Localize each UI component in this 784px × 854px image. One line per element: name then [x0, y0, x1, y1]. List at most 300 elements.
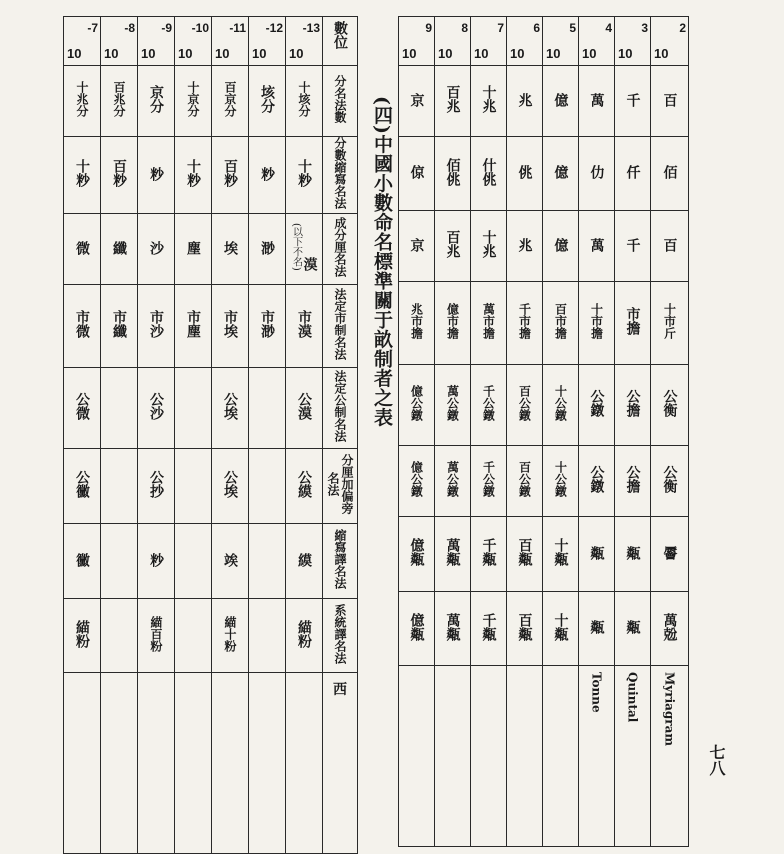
table-cell [615, 137, 651, 211]
cell-text: 百兆分 [112, 81, 126, 117]
table-cell [615, 517, 651, 592]
table-cell [138, 285, 175, 368]
table-cell [138, 214, 175, 285]
power-header [579, 17, 615, 66]
power-base: 10 [402, 46, 417, 61]
table-cell [543, 282, 579, 365]
table-cell [101, 524, 138, 599]
table-cell [471, 66, 507, 137]
power-exponent: -8 [124, 21, 135, 35]
cell-text: 市塵 [185, 310, 201, 338]
table-cell [399, 592, 435, 666]
table-cell [471, 282, 507, 365]
cell-text: 黴 [74, 552, 90, 567]
cell-text: 纖 [111, 240, 127, 255]
cell-text: 萬公鐓 [445, 385, 460, 421]
table-cell [507, 211, 543, 282]
table-row [399, 211, 689, 282]
table-cell [615, 282, 651, 365]
power-header [435, 17, 471, 66]
table-cell [212, 449, 249, 524]
cell-text: 京 [408, 92, 425, 107]
table-cell [471, 211, 507, 282]
table-cell [286, 599, 323, 673]
table-cell [399, 446, 435, 517]
power-exponent: 4 [605, 21, 612, 35]
table-cell [64, 368, 101, 449]
cell-text: 甐 [624, 545, 641, 560]
table-cell [249, 524, 286, 599]
cell-text: 埃 [222, 240, 238, 255]
power-exponent: 5 [569, 21, 576, 35]
power-base: 10 [438, 46, 453, 61]
table-cell [651, 282, 689, 365]
cell-text: 十兆 [480, 230, 497, 258]
cell-text: 公抄 [148, 470, 164, 498]
cell-text: 兆市擔 [409, 303, 424, 339]
cell-text: 兆 [516, 92, 533, 107]
cell-text: 千 [624, 237, 641, 252]
cell-text: 億公鐓 [409, 385, 424, 421]
cell-text: 億甐 [408, 538, 425, 566]
power-exponent: -11 [229, 21, 246, 35]
cell-text: 公鐓 [588, 389, 605, 417]
cell-text: 千公鐓 [481, 385, 496, 421]
table-cell [399, 211, 435, 282]
table-cell [651, 137, 689, 211]
power-base: 10 [104, 46, 119, 61]
table-cell [138, 368, 175, 449]
table-cell [615, 446, 651, 517]
cell-text: 十甐 [552, 612, 569, 641]
power-exponent: 7 [497, 21, 504, 35]
table-cell [64, 137, 101, 214]
row-label [323, 673, 358, 854]
table-cell [651, 365, 689, 446]
cell-text: 仟 [624, 165, 641, 179]
cell-text: 億 [552, 92, 569, 107]
table-cell [212, 214, 249, 285]
cell-text: 仂 [588, 165, 605, 179]
cell-text: 十市擔 [589, 303, 604, 339]
western-unit-cell [435, 666, 471, 847]
western-unit-cell [651, 666, 689, 847]
row-label-text: 系統譯名法 [333, 603, 347, 664]
table-cell [579, 211, 615, 282]
table-cell [175, 285, 212, 368]
western-unit-name: Myriagram [662, 672, 677, 747]
cell-text: 十甐 [552, 538, 569, 566]
row-label-text: 縮寫譯名法 [333, 529, 347, 589]
power-base: 10 [510, 46, 525, 61]
table-cell [651, 517, 689, 592]
table-cell [249, 66, 286, 137]
row-label [323, 449, 358, 524]
table-cell [543, 365, 579, 446]
row-label [323, 214, 358, 285]
table-cell [64, 214, 101, 285]
power-base: 10 [618, 46, 633, 61]
cell-text: 佻 [516, 165, 533, 179]
cell-text: 億 [552, 165, 569, 179]
cell-text: 䢈 [661, 545, 678, 560]
table-row [399, 666, 689, 847]
cell-text: 公漠 [296, 392, 312, 420]
table-cell [399, 365, 435, 446]
cell-text: 市擔 [624, 307, 641, 335]
cell-text: 萬甐 [444, 538, 461, 566]
table-cell [138, 449, 175, 524]
cell-text: 百公鐓 [517, 461, 532, 497]
cell-text: 十京分 [186, 81, 200, 117]
table-cell [579, 365, 615, 446]
cell-text: 市埃 [222, 310, 238, 338]
table-cell [64, 524, 101, 599]
table-cell [651, 211, 689, 282]
table-cell [175, 368, 212, 449]
table-cell [543, 137, 579, 211]
table-row [64, 285, 358, 368]
cell-text: 億公鐓 [409, 461, 424, 497]
cell-text: 千公鐓 [481, 461, 496, 497]
table-cell [507, 446, 543, 517]
positive-power-table [398, 16, 689, 847]
power-exponent: -9 [161, 21, 172, 35]
power-header [615, 17, 651, 66]
table-row [399, 365, 689, 446]
cell-text: 公縸 [296, 470, 312, 498]
power-exponent: 3 [641, 21, 648, 35]
table-cell [101, 137, 138, 214]
row-label-text: 分厘加偏旁名法 [326, 454, 354, 514]
table-cell [212, 599, 249, 673]
table-cell [579, 592, 615, 666]
table-cell [471, 446, 507, 517]
cell-text: 緢粉 [74, 619, 90, 648]
table-cell [435, 592, 471, 666]
row-label-text: 分數縮寫名法 [333, 137, 347, 209]
power-exponent: 8 [461, 21, 468, 35]
western-unit-cell [615, 666, 651, 847]
table-cell [579, 137, 615, 211]
cell-text: 十兆分 [75, 81, 89, 117]
table-cell [471, 592, 507, 666]
power-exponent: -7 [87, 21, 98, 35]
cell-text: 微 [74, 240, 90, 255]
western-unit-cell [579, 666, 615, 847]
table-cell [507, 282, 543, 365]
table-cell [543, 211, 579, 282]
row-label [323, 524, 358, 599]
cell-text: 公擔 [624, 465, 641, 493]
cell-text: 千 [624, 92, 641, 107]
power-header [212, 17, 249, 66]
table-cell [212, 285, 249, 368]
table-cell [286, 673, 323, 854]
cell-text: 萬兝 [661, 612, 678, 641]
table-row [64, 599, 358, 673]
table-cell [212, 673, 249, 854]
cell-text: 十公鐓 [553, 461, 568, 497]
table-cell [175, 599, 212, 673]
table-cell [286, 214, 323, 285]
table-cell [138, 673, 175, 854]
table-cell [249, 368, 286, 449]
table-cell [471, 137, 507, 211]
power-base: 10 [546, 46, 561, 61]
power-header [543, 17, 579, 66]
table-cell [64, 599, 101, 673]
cell-text: 塵 [185, 240, 201, 255]
power-base: 10 [178, 46, 193, 61]
cell-text: 垓分 [259, 85, 275, 113]
cell-text: 公衡 [661, 389, 678, 417]
table-cell [615, 592, 651, 666]
table-cell [435, 282, 471, 365]
table-cell [399, 66, 435, 137]
cell-text: 公擔 [624, 389, 641, 417]
table-cell [543, 517, 579, 592]
cell-text: 十粆 [296, 159, 312, 187]
cell-text: 十粆 [185, 159, 201, 187]
power-exponent: 6 [533, 21, 540, 35]
cell-text: 縸 [296, 552, 312, 567]
table-cell [651, 66, 689, 137]
power-header [286, 17, 323, 66]
table-cell [507, 517, 543, 592]
table-cell [101, 449, 138, 524]
cell-text: 億市擔 [445, 303, 460, 339]
table-row [64, 449, 358, 524]
table-row [399, 446, 689, 517]
row-label-text: 法定市制名法 [333, 288, 347, 360]
table-cell [651, 592, 689, 666]
table-cell [471, 517, 507, 592]
negative-power-table [63, 16, 358, 854]
western-unit-cell [471, 666, 507, 847]
cell-text: 千市擔 [517, 303, 532, 339]
cell-text: 億甐 [408, 612, 425, 641]
power-header [471, 17, 507, 66]
cell-text: 千甐 [480, 612, 497, 641]
table-cell [138, 66, 175, 137]
power-exponent: -12 [265, 21, 283, 35]
table-cell [212, 368, 249, 449]
row-note: (以下不名) [290, 223, 302, 271]
cell-text: 兆 [516, 237, 533, 252]
cell-text: 百兆 [444, 230, 461, 258]
table-cell [615, 365, 651, 446]
cell-text: 公鐓 [588, 465, 605, 493]
cell-text: 百公鐓 [517, 385, 532, 421]
table-cell [286, 285, 323, 368]
table-row [64, 137, 358, 214]
cell-text: 萬 [588, 237, 605, 252]
table-cell [64, 285, 101, 368]
table-cell [543, 592, 579, 666]
cell-text: 甐 [588, 620, 605, 634]
cell-text: 粆 [259, 166, 275, 181]
table-cell [543, 446, 579, 517]
table-cell [579, 446, 615, 517]
table-cell [615, 211, 651, 282]
table-cell [101, 285, 138, 368]
table-cell [507, 365, 543, 446]
cell-text: 市沙 [148, 310, 164, 338]
power-header [507, 17, 543, 66]
cell-text: 市渺 [259, 310, 275, 338]
table-cell [249, 285, 286, 368]
cell-text: 什佻 [480, 157, 497, 186]
cell-text: 漠 [301, 256, 318, 271]
table-row [399, 66, 689, 137]
table-cell [101, 673, 138, 854]
row-label-text: 成分厘名法 [333, 217, 347, 277]
cell-text: 倞 [408, 165, 425, 179]
power-base: 10 [474, 46, 489, 61]
cell-text: 公埃 [222, 392, 238, 420]
power-exponent: -13 [302, 21, 320, 35]
table-cell [249, 137, 286, 214]
power-base: 10 [654, 46, 669, 61]
row-label [323, 137, 358, 214]
cell-text: 市漠 [296, 310, 312, 338]
table-cell [507, 137, 543, 211]
cell-text: 百 [661, 92, 678, 107]
table-cell [435, 446, 471, 517]
header-row [64, 17, 358, 66]
power-header [64, 17, 101, 66]
cell-text: 百市擔 [553, 303, 568, 339]
table-cell [399, 517, 435, 592]
cell-text: 沙 [148, 240, 164, 255]
cell-text: 市纖 [111, 310, 127, 338]
table-cell [435, 365, 471, 446]
table-cell [579, 517, 615, 592]
power-exponent: 2 [679, 21, 686, 35]
row-label-text: 法定公制名法 [333, 370, 347, 442]
cell-text: 千甐 [480, 538, 497, 566]
digit-place-header [323, 17, 358, 66]
table-cell [286, 66, 323, 137]
cell-text: 萬甐 [444, 612, 461, 641]
table-cell [175, 673, 212, 854]
table-cell [399, 282, 435, 365]
row-label [323, 368, 358, 449]
table-cell [249, 599, 286, 673]
cell-text: 百京分 [223, 81, 237, 117]
row-label [323, 66, 358, 137]
cell-text: 公埃 [222, 470, 238, 498]
table-cell [435, 517, 471, 592]
power-header [138, 17, 175, 66]
table-cell [435, 137, 471, 211]
table-cell [249, 673, 286, 854]
power-exponent: 9 [425, 21, 432, 35]
table-cell [286, 137, 323, 214]
western-unit-name: Quintal [625, 672, 640, 723]
power-base: 10 [252, 46, 267, 61]
cell-text: 億 [552, 237, 569, 252]
cell-text: 百甐 [516, 612, 533, 641]
cell-text: 公沙 [148, 392, 164, 420]
power-base: 10 [141, 46, 156, 61]
cell-text: 粆 [148, 166, 164, 181]
table-cell [286, 524, 323, 599]
table-cell [651, 446, 689, 517]
cell-text: 京 [408, 237, 425, 252]
table-row [64, 524, 358, 599]
table-cell [249, 449, 286, 524]
table-row [399, 592, 689, 666]
western-unit-name: Tonne [589, 672, 604, 713]
cell-text: 佰 [661, 165, 678, 179]
table-cell [64, 66, 101, 137]
table-cell [435, 211, 471, 282]
table-cell [399, 137, 435, 211]
table-row [399, 282, 689, 365]
cell-text: 甐 [588, 545, 605, 560]
table-cell [64, 673, 101, 854]
cell-text: 京分 [148, 85, 164, 113]
table-cell [579, 66, 615, 137]
table-cell [101, 599, 138, 673]
row-label [323, 285, 358, 368]
cell-text: 百粆 [222, 159, 238, 187]
table-cell [138, 137, 175, 214]
table-cell [579, 282, 615, 365]
power-base: 10 [582, 46, 597, 61]
table-cell [175, 214, 212, 285]
table-cell [471, 365, 507, 446]
power-header [651, 17, 689, 66]
power-header [175, 17, 212, 66]
cell-text: 公黴 [74, 470, 90, 498]
cell-text: 緢粉 [296, 619, 312, 648]
table-cell [212, 524, 249, 599]
table-row [64, 214, 358, 285]
page-title: (四)中國小數命名標準關于畝制者之表 [371, 96, 393, 427]
cell-text: 公微 [74, 392, 90, 420]
cell-text: 緢百粉 [149, 615, 163, 652]
table-cell [175, 449, 212, 524]
table-cell [101, 66, 138, 137]
table-cell [175, 66, 212, 137]
table-cell [507, 66, 543, 137]
cell-text: 百兆 [444, 85, 461, 113]
power-header [249, 17, 286, 66]
cell-text: 萬 [588, 92, 605, 107]
power-header [399, 17, 435, 66]
cell-text: 公衡 [661, 465, 678, 493]
cell-text: 百 [661, 237, 678, 252]
cell-text: 粆 [148, 552, 164, 567]
table-row [399, 137, 689, 211]
cell-text: 十兆 [480, 85, 497, 113]
row-label-text: 分名法數 [333, 75, 347, 123]
cell-text: 渺 [259, 240, 275, 255]
table-cell [138, 599, 175, 673]
cell-text: 十市斤 [662, 303, 677, 339]
table-cell [249, 214, 286, 285]
power-base: 10 [215, 46, 230, 61]
table-cell [138, 524, 175, 599]
table-cell [286, 368, 323, 449]
header-row [399, 17, 689, 66]
row-label [323, 599, 358, 673]
table-cell [212, 66, 249, 137]
table-cell [175, 524, 212, 599]
